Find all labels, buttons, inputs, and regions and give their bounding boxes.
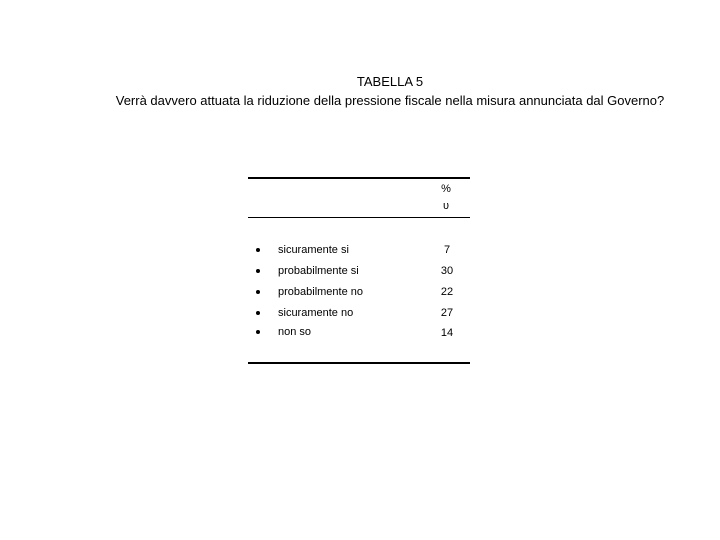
row-value: 27: [440, 307, 454, 319]
bullet-icon: [256, 269, 260, 273]
row-label: probabilmente si: [278, 265, 359, 277]
table-row: [248, 285, 470, 299]
table-row: [248, 264, 470, 278]
bullet-icon: [256, 290, 260, 294]
table-header-rule: [248, 217, 470, 218]
row-label: sicuramente no: [278, 307, 354, 319]
row-value: 30: [440, 265, 454, 277]
row-value: 14: [440, 327, 454, 339]
table-row: [248, 325, 470, 339]
table-row: [248, 306, 470, 320]
row-value: 22: [440, 286, 454, 298]
bullet-icon: [256, 330, 260, 334]
table-title: TABELLA 5: [356, 74, 424, 89]
row-label: sicuramente si: [278, 244, 349, 256]
table-question: Verrà davvero attuata la riduzione della pressione fiscale nella misura annunciata dal Governo?: [115, 93, 665, 108]
column-header-percent: %: [441, 183, 451, 195]
bullet-icon: [256, 311, 260, 315]
table-bottom-rule: [248, 362, 470, 364]
row-label: non so: [278, 326, 312, 338]
row-label: probabilmente no: [278, 286, 364, 298]
row-value: 7: [443, 244, 451, 256]
column-header-symbol: υ: [442, 200, 449, 212]
table-top-rule: [248, 177, 470, 179]
table-row: [248, 243, 470, 257]
bullet-icon: [256, 248, 260, 252]
